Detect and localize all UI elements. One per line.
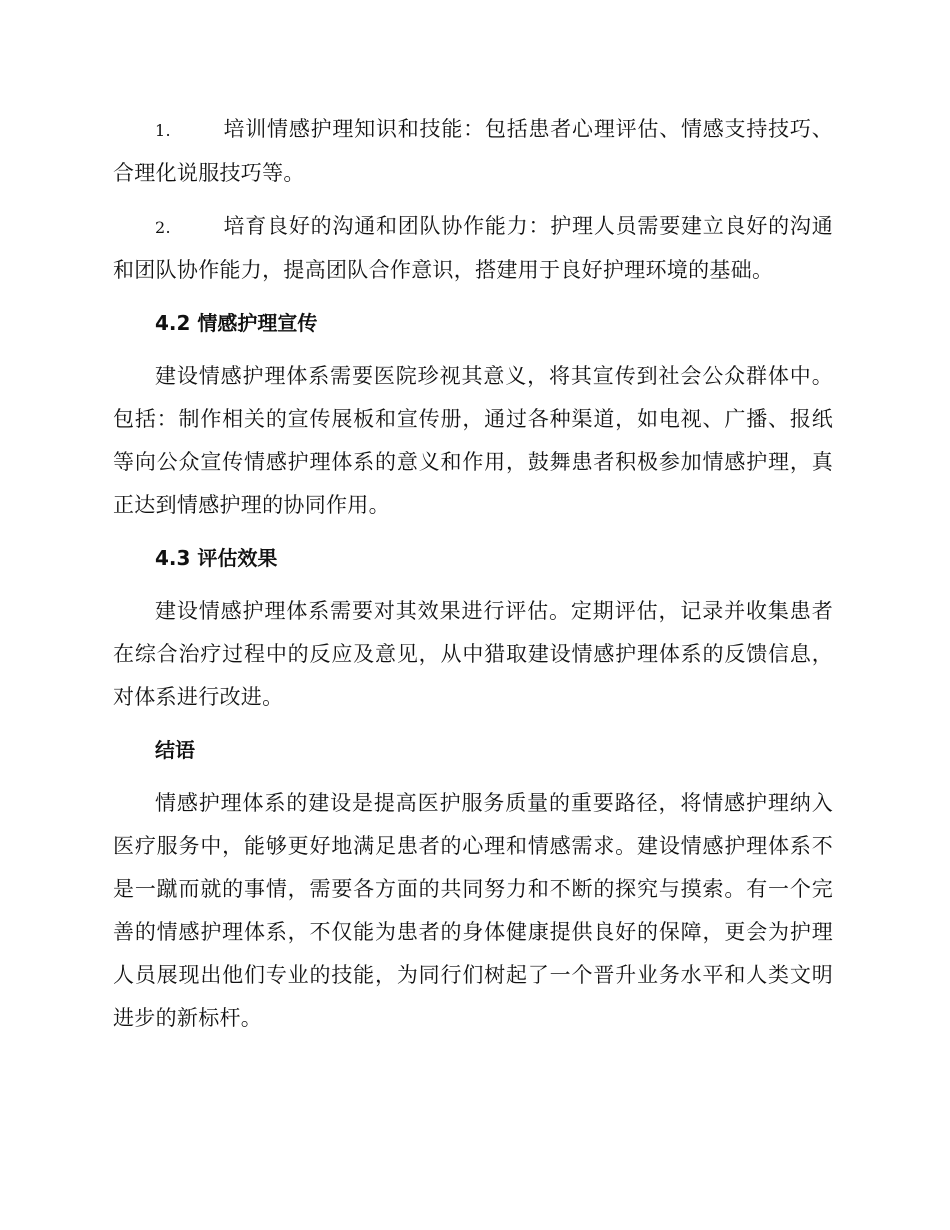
conclusion-heading: 结语 [155,738,195,762]
conclusion-body: 情感护理体系的建设是提高医护服务质量的重要路径，将情感护理纳入医疗服务中，能够更好地满足患者的心理和情感需求。建设情感护理体系不是一蹴而就的事情，需要各方面的共同努力和不断的探究与摸索。有一个完善的情感护理体系，不仅能为患者的身体健康提供良好的保障，更会为护理人员展现出他们专业的技能，为同行们树起了一个晋升业务水平和人类文明进步的新标杆。 [113,791,833,1030]
section-body-4-3: 建设情感护理体系需要对其效果进行评估。定期评估，记录并收集患者在综合治疗过程中的反应及意见，从中猎取建设情感护理体系的反馈信息，对体系进行改进。 [113,599,833,709]
section-body-4-2: 建设情感护理体系需要医院珍视其意义，将其宣传到社会公众群体中。包括：制作相关的宣传展板和宣传册，通过各种渠道，如电视、广播、报纸等向公众宣传情感护理体系的意义和作用，鼓舞患者积极参加情感护理，真正达到情感护理的协同作用。 [113,364,833,517]
section-heading-4-2: 4.2 情感护理宣传 [155,311,318,335]
list-number: 2. [155,218,171,237]
list-text: 培育良好的沟通和团队协作能力：护理人员需要建立良好的沟通和团队协作能力，提高团队合作意识，搭建用于良好护理环境的基础。 [113,214,833,282]
list-item-2 [113,205,833,292]
section-heading-4-3: 4.3 评估效果 [155,546,278,570]
list-text: 培训情感护理知识和技能：包括患者心理评估、情感支持技巧、合理化说服技巧等。 [113,117,833,185]
list-item-1 [113,108,833,195]
list-number: 1. [155,121,171,140]
document-content [113,108,833,1050]
